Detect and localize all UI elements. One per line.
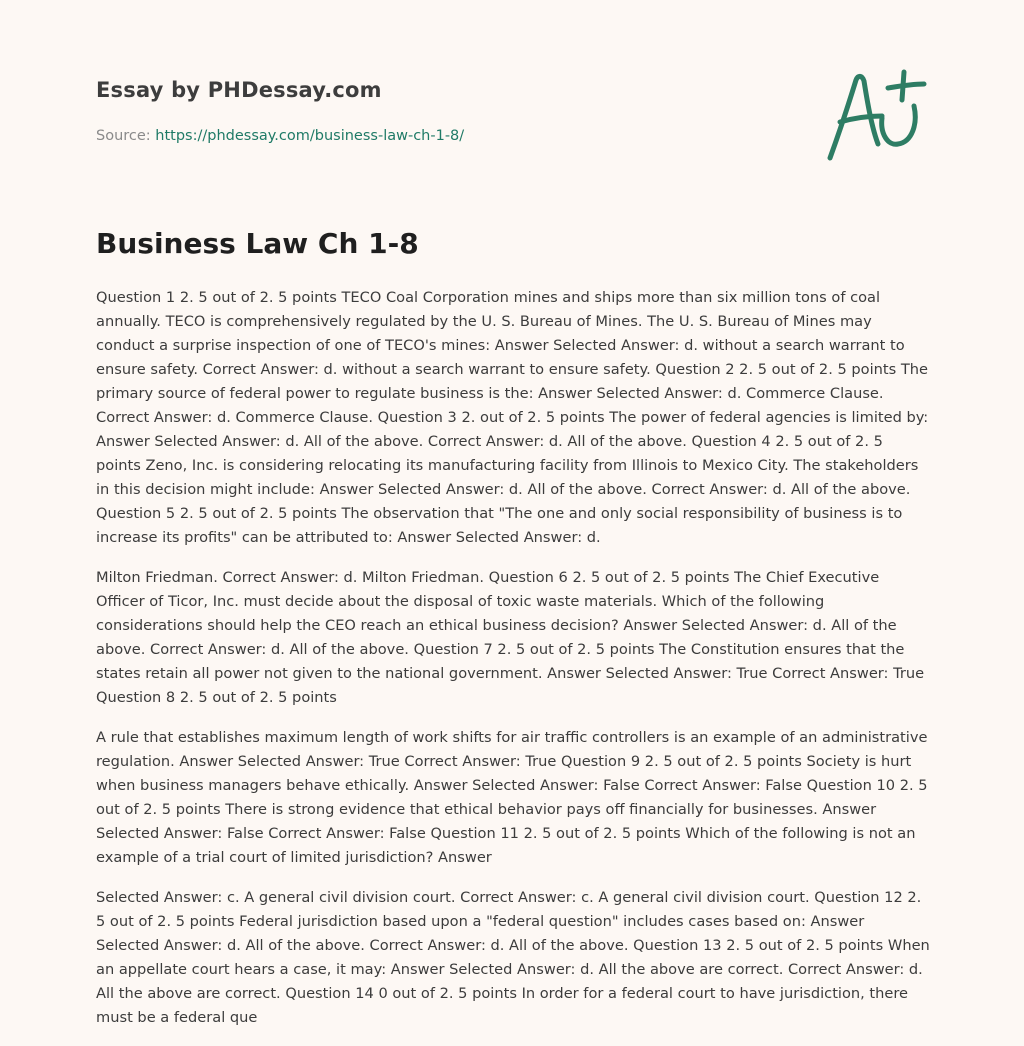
document-title: Business Law Ch 1-8 — [96, 227, 419, 260]
body-paragraph: Question 1 2. 5 out of 2. 5 points TECO Coal Corporation mines and ships more than six million tons of coal annually. TECO is comprehensively regulated by the U. S. Bureau of Mines. The U. S. Bureau of Mines may conduct a surprise inspection of one of TECO's mines: Answer Selected Answer: d. without a search warrant to ensure safety. Correct Answer: d. without a search warrant to ensure safety. Question 2 2. 5 out of 2. 5 points The primary source of federal power to regulate business is the: Answer Selected Answer: d. Commerce Clause. Correct Answer: d. Commerce Clause. Question 3 2. out of 2. 5 points The power of federal agencies is limited by: Answer Selected Answer: d. All of the above. Correct Answer: d. All of the above. Question 4 2. 5 out of 2. 5 points Zeno, Inc. is considering relocating its manufacturing facility from Illinois to Mexico City. The stakeholders in this decision might include: Answer Selected Answer: d. All of the above. Correct Answer: d. All of the above. Question 5 2. 5 out of 2. 5 points The observation that "The one and only social responsibility of business is to increase its profits" can be attributed to: Answer Selected Answer: d. — [96, 289, 929, 546]
site-brand: Essay by PHDessay.com — [96, 78, 382, 102]
body-paragraph: A rule that establishes maximum length of work shifts for air traffic controllers is an example of an administrative regulation. Answer Selected Answer: True Correct Answer: True Question 9 2. 5 out of 2. 5 points Society is hurt when business managers behave ethically. Answer Selected Answer: False Correct Answer: False Question 10 2. 5 out of 2. 5 points There is strong evidence that ethical behavior pays off financially for businesses. Answer Selected Answer: False Correct Answer: False Question 11 2. 5 out of 2. 5 points Which of the following is not an example of a trial court of limited jurisdiction? Answer — [96, 729, 928, 866]
source-line — [96, 126, 796, 146]
a-plus-logo — [820, 66, 930, 166]
body-paragraph: Selected Answer: c. A general civil division court. Correct Answer: c. A general civil division court. Question 12 2. 5 out of 2. 5 points Federal jurisdiction based upon a "federal question" includes cases based on: Answer Selected Answer: d. All of the above. Correct Answer: d. All of the above. Question 13 2. 5 out of 2. 5 points When an appellate court hears a case, it may: Answer Selected Answer: d. All the above are correct. Correct Answer: d. All the above are correct. Question 14 0 out of 2. 5 points In order for a federal court to have jurisdiction, there must be a federal que — [96, 889, 930, 1026]
a-plus-grade-icon — [820, 66, 930, 166]
source-label: Source: — [96, 128, 156, 144]
essay-body — [96, 286, 932, 1046]
essay-header — [96, 76, 796, 146]
source-link[interactable]: https://phdessay.com/business-law-ch-1-8/ — [155, 128, 465, 144]
body-paragraph: Milton Friedman. Correct Answer: d. Milton Friedman. Question 6 2. 5 out of 2. 5 points The Chief Executive Officer of Ticor, Inc. must decide about the disposal of toxic waste materials. Which of the following considerations should help the CEO reach an ethical business decision? Answer Selected Answer: d. All of the above. Correct Answer: d. All of the above. Question 7 2. 5 out of 2. 5 points The Constitution ensures that the states retain all power not given to the national government. Answer Selected Answer: True Correct Answer: True Question 8 2. 5 out of 2. 5 points — [96, 569, 925, 706]
